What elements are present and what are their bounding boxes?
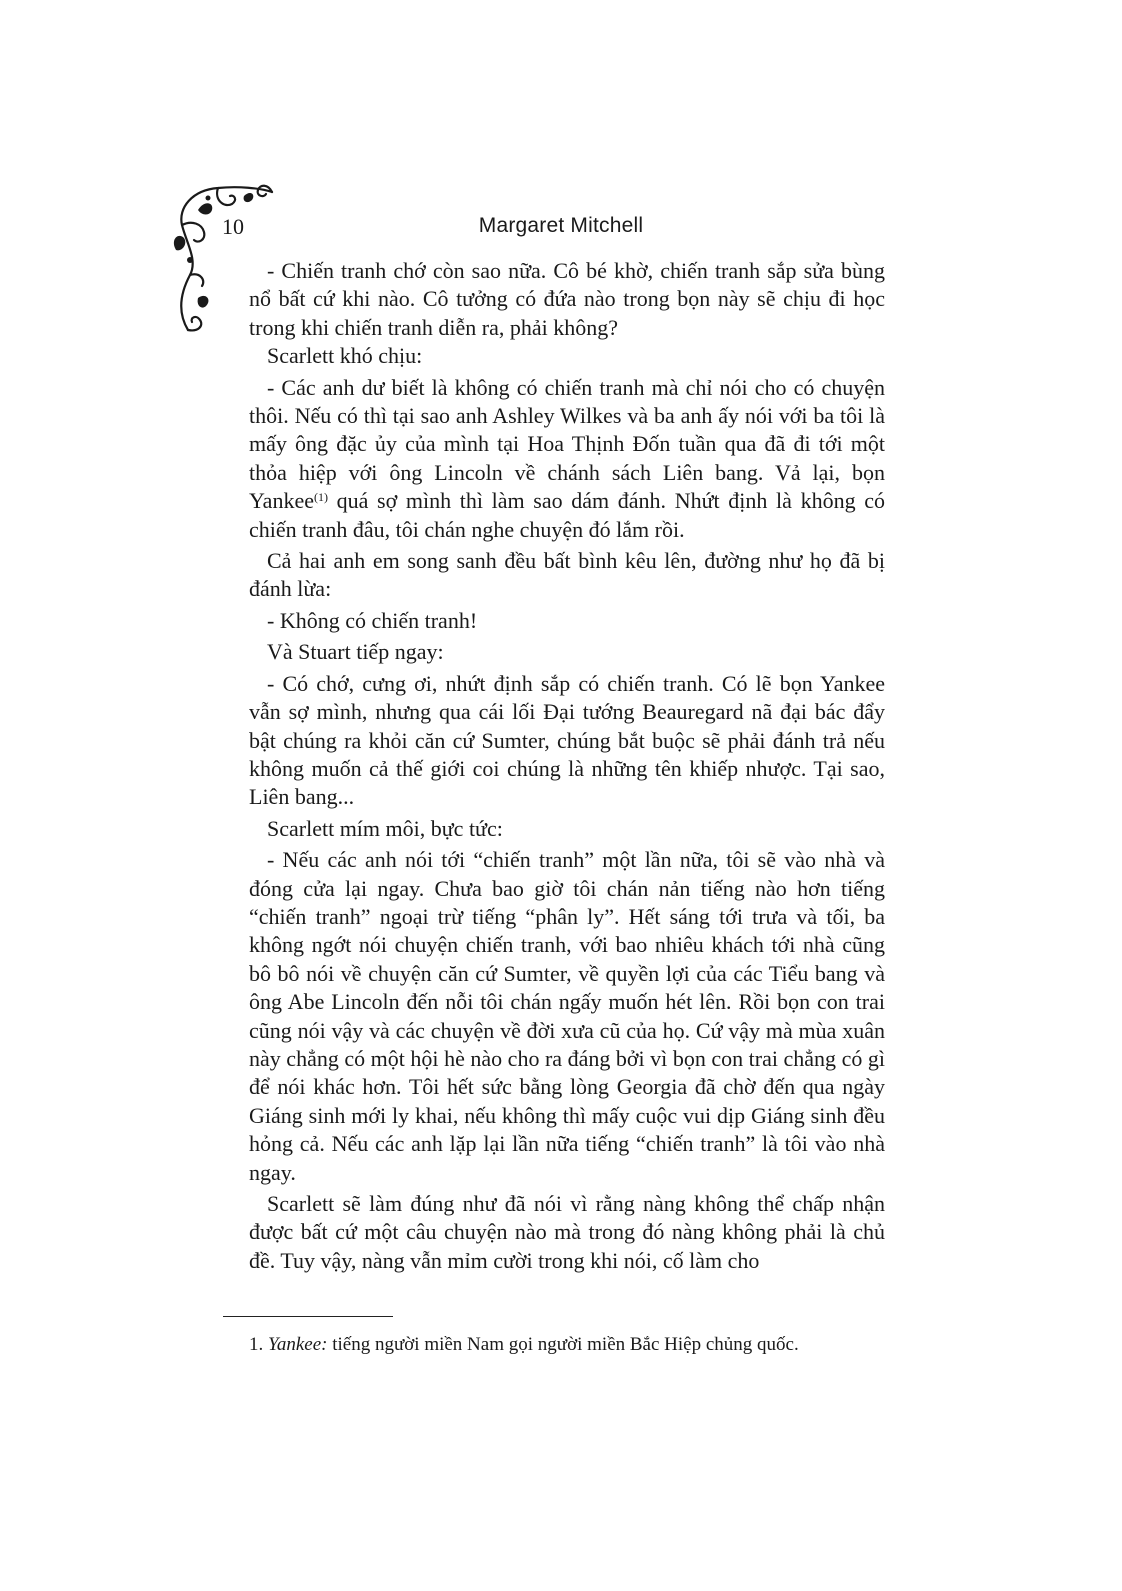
paragraph-1: - Chiến tranh chớ còn sao nữa. Cô bé khờ, chiến tranh sắp sửa bùng nổ bất cứ khi nào. Cô tưởng có đứa nào trong bọn này sẽ chịu đi học trong khi chiến tranh diễn ra, phải không? xyxy=(249,258,885,340)
paragraph-3: - Các anh dư biết là không có chiến tranh mà chỉ nói cho có chuyện thôi. Nếu có thì tại sao anh Ashley Wilkes và ba anh ấy nói với ba tôi là mấy ông đặc ủy của mình tại Hoa Thịnh Đốn tuần qua đã đi tới một thỏa hiệp với ông Lincoln về chánh sách Liên bang. Vả lại, bọn Yankee$^{(1)}$ quá sợ mình thì làm sao dám đánh. Nhứt định là không có chiến tranh đâu, tôi chán nghe chuyện đó lắm rồi. xyxy=(249,374,885,542)
paragraph-8: Scarlett mím môi, bực tức: xyxy=(267,815,503,841)
page-number: 10 xyxy=(222,214,244,239)
footnote-number: 1. xyxy=(249,1334,264,1355)
paragraph-10: Scarlett sẽ làm đúng như đã nói vì rằng nàng không thể chấp nhận được bất cứ một câu chuyện nào mà trong đó nàng không phải là chủ đề. Tuy vậy, nàng vẫn mỉm cười trong khi nói, cố làm cho xyxy=(249,1191,885,1273)
paragraph-6: Và Stuart tiếp ngay: xyxy=(267,639,444,665)
footnote-divider xyxy=(223,1316,393,1317)
body-text xyxy=(249,257,885,1278)
paragraph-5: - Không có chiến tranh! xyxy=(267,607,478,633)
footnote-term: Yankee: xyxy=(268,1334,328,1355)
paragraph-4: Cả hai anh em song sanh đều bất bình kêu lên, đường như họ đã bị đánh lừa: xyxy=(249,548,885,602)
paragraph-9: - Nếu các anh nói tới “chiến tranh” một lần nữa, tôi sẽ vào nhà và đóng cửa lại ngay. Chưa bao giờ tôi chán nản tiếng nào hơn tiếng “chiến tranh” ngoại trừ tiếng “phân ly”. Hết sáng tới trưa và tối, ba không ngớt nói chuyện chiến tranh, với bao nhiêu khách tới nhà cũng bô bô nói về chuyện căn cứ Sumter, về quyền lợi của các Tiểu bang và ông Abe Lincoln đến nỗi tôi chán ngấy muốn hét lên. Rồi bọn con trai cũng nói vậy và các chuyện về đời xưa cũ của họ. Cứ vậy mà mùa xuân này chẳng có một hội hè nào cho ra đáng bởi vì bọn con trai chẳng có gì để nói khác hơn. Tôi hết sức bằng lòng Georgia đã chờ đến qua ngày Giáng sinh mới ly khai, nếu không thì mấy cuộc vui dịp Giáng sinh đều hỏng cả. Nếu các anh lặp lại lần nữa tiếng “chiến tranh” là tôi vào nhà ngay. xyxy=(249,847,885,1185)
footnote-text: tiếng người miền Nam gọi người miền Bắc Hiệp chủng quốc. xyxy=(327,1334,799,1355)
paragraph-7: - Có chớ, cưng ơi, nhứt định sắp có chiến tranh. Có lẽ bọn Yankee vẫn sợ mình, nhưng qua cái lối Đại tướng Beauregard nã đại bác đẩy bật chúng ra khỏi căn cứ Sumter, chúng bắt buộc sẽ phải đánh trả nếu không muốn cả thế giới coi chúng là những tên khiếp nhược. Tại sao, Liên bang... xyxy=(249,670,885,810)
footnote-ref[interactable]: (1) xyxy=(313,490,328,505)
footnote xyxy=(249,1333,799,1357)
running-head-author: Margaret Mitchell xyxy=(478,214,644,237)
paragraph-2: Scarlett khó chịu: xyxy=(267,343,423,369)
